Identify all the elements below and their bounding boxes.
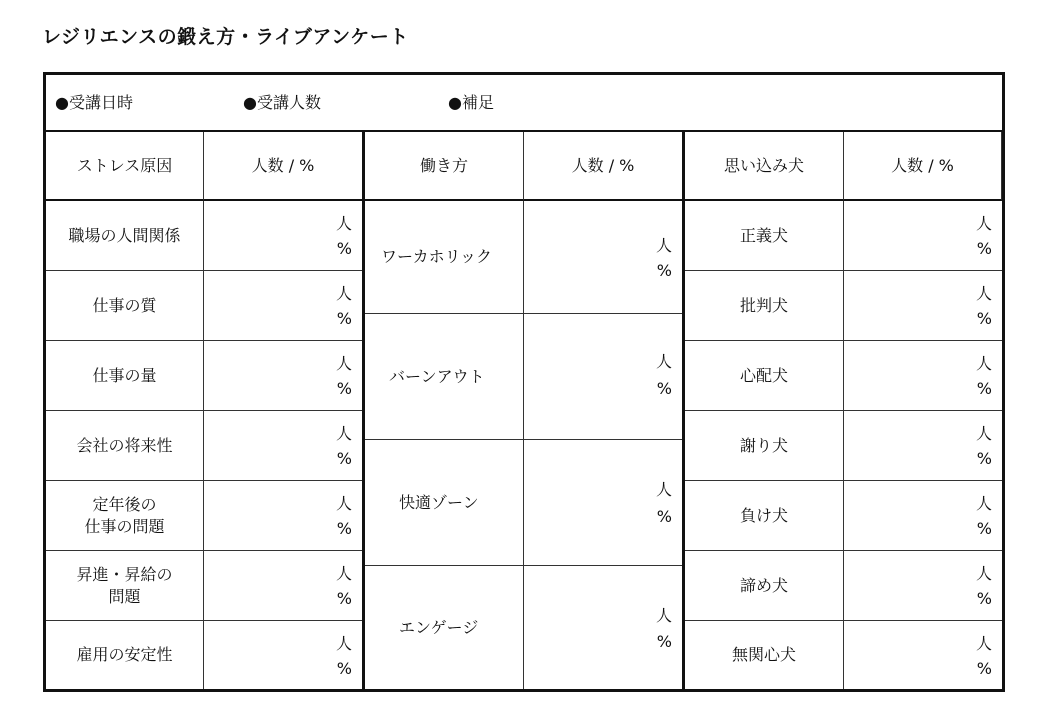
- stress-count-1: [204, 201, 363, 271]
- belief-dog-5: 負け犬: [685, 481, 844, 551]
- person-unit: 人: [975, 494, 992, 513]
- belief-dog-1: 正義犬: [685, 201, 844, 271]
- stress-cause-2: 仕事の質: [46, 271, 204, 341]
- page-title: レジリエンスの鍛え方・ライブアンケート: [42, 26, 409, 48]
- percent-unit: %: [976, 239, 992, 258]
- person-unit: 人: [335, 354, 352, 373]
- work-count-1: [524, 201, 683, 314]
- belief-dog-4: 謝り犬: [685, 411, 844, 481]
- stress-cause-4: 会社の将来性: [46, 411, 204, 481]
- section-divider: [362, 132, 365, 689]
- stress-count-5: [204, 481, 363, 551]
- percent-unit: %: [656, 507, 672, 526]
- belief-dog-3: 心配犬: [685, 341, 844, 411]
- work-count-4: [524, 566, 683, 689]
- person-unit: 人: [655, 352, 672, 371]
- stress-count-7: [204, 621, 363, 689]
- percent-unit: %: [976, 449, 992, 468]
- percent-unit: %: [336, 239, 352, 258]
- stress-cause-6: 昇進・昇給の 問題: [46, 551, 204, 621]
- belief-count-6: [844, 551, 1002, 621]
- person-unit: 人: [655, 606, 672, 625]
- percent-unit: %: [336, 379, 352, 398]
- person-unit: 人: [975, 564, 992, 583]
- belief-count-3: [844, 341, 1002, 411]
- work-style-4: エンゲージ: [365, 566, 524, 689]
- stress-cause-1: 職場の人間関係: [46, 201, 204, 271]
- person-unit: 人: [335, 634, 352, 653]
- percent-unit: %: [336, 519, 352, 538]
- legend-note: ●補足: [448, 93, 494, 112]
- person-unit: 人: [975, 214, 992, 233]
- person-unit: 人: [975, 634, 992, 653]
- legend-date: ●受講日時: [55, 93, 133, 112]
- section-divider: [682, 132, 685, 689]
- work-style-1: ワーカホリック: [365, 201, 524, 314]
- person-unit: 人: [335, 214, 352, 233]
- percent-unit: %: [336, 659, 352, 678]
- stress-cause-7: 雇用の安定性: [46, 621, 204, 689]
- percent-unit: %: [656, 261, 672, 280]
- person-unit: 人: [335, 284, 352, 303]
- stress-cause-5: 定年後の 仕事の問題: [46, 481, 204, 551]
- percent-unit: %: [656, 379, 672, 398]
- belief-count-2: [844, 271, 1002, 341]
- person-unit: 人: [975, 354, 992, 373]
- header-count-3: 人数 / %: [844, 132, 1002, 201]
- percent-unit: %: [976, 589, 992, 608]
- person-unit: 人: [335, 564, 352, 583]
- person-unit: 人: [975, 284, 992, 303]
- stress-count-6: [204, 551, 363, 621]
- work-count-3: [524, 440, 683, 566]
- percent-unit: %: [976, 659, 992, 678]
- work-count-2: [524, 314, 683, 440]
- percent-unit: %: [976, 379, 992, 398]
- belief-count-1: [844, 201, 1002, 271]
- stress-count-2: [204, 271, 363, 341]
- header-stress-cause: ストレス原因: [46, 132, 204, 201]
- belief-dog-6: 諦め犬: [685, 551, 844, 621]
- percent-unit: %: [336, 309, 352, 328]
- percent-unit: %: [336, 589, 352, 608]
- person-unit: 人: [975, 424, 992, 443]
- belief-count-5: [844, 481, 1002, 551]
- stress-cause-3: 仕事の量: [46, 341, 204, 411]
- header-count-1: 人数 / %: [204, 132, 363, 201]
- person-unit: 人: [335, 424, 352, 443]
- header-count-2: 人数 / %: [524, 132, 683, 201]
- person-unit: 人: [655, 480, 672, 499]
- header-belief-dog: 思い込み犬: [685, 132, 844, 201]
- belief-dog-7: 無関心犬: [685, 621, 844, 689]
- work-style-2: バーンアウト: [365, 314, 524, 440]
- work-style-3: 快適ゾーン: [365, 440, 524, 566]
- belief-count-4: [844, 411, 1002, 481]
- stress-count-4: [204, 411, 363, 481]
- belief-dog-2: 批判犬: [685, 271, 844, 341]
- legend-count: ●受講人数: [243, 93, 321, 112]
- person-unit: 人: [655, 236, 672, 255]
- person-unit: 人: [335, 494, 352, 513]
- percent-unit: %: [976, 309, 992, 328]
- percent-unit: %: [976, 519, 992, 538]
- belief-count-7: [844, 621, 1002, 689]
- percent-unit: %: [656, 632, 672, 651]
- header-work-style: 働き方: [365, 132, 524, 201]
- legend-row: [43, 72, 1005, 132]
- stress-count-3: [204, 341, 363, 411]
- percent-unit: %: [336, 449, 352, 468]
